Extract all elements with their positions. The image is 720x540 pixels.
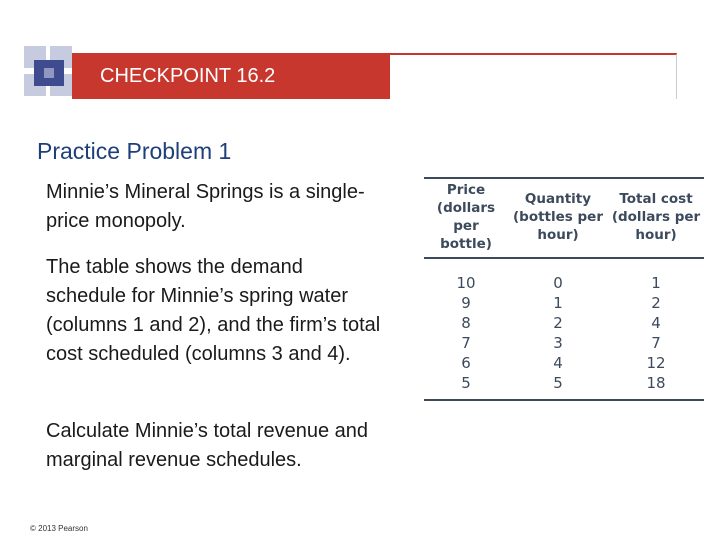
total-cost-cell: 7: [651, 334, 661, 352]
price-column-header: Price (dollars per bottle): [424, 178, 508, 258]
total-cost-cell: 18: [608, 373, 704, 400]
table-row: [424, 333, 704, 353]
table-row: [424, 353, 704, 373]
table-description-text: The table shows the demand schedule for Minnie’s spring water (columns 1 and 2), and the firm’s total cost scheduled (columns 3 and 4).: [46, 256, 381, 365]
total-cost-cell: 1: [651, 274, 661, 292]
table-header-row: [424, 178, 704, 258]
table-row: [424, 313, 704, 333]
quantity-cell: 0: [553, 274, 563, 292]
checkpoint-title: CHECKPOINT 16.2: [100, 65, 276, 87]
quantity-cell: 1: [553, 294, 563, 312]
price-cell: 9: [461, 294, 471, 312]
price-cell: 5: [424, 373, 508, 400]
problem-intro-text: Minnie’s Mineral Springs is a single-price monopoly.: [46, 181, 365, 232]
slide-logo-icon: [24, 46, 72, 98]
quantity-cell: 4: [553, 354, 563, 372]
quantity-column-header: Quantity (bottles per hour): [508, 178, 608, 258]
task-instruction-text: Calculate Minnie’s total revenue and marginal revenue schedules.: [46, 420, 369, 471]
price-cell: 6: [461, 354, 471, 372]
price-cell: 7: [461, 334, 471, 352]
copyright-notice: © 2013 Pearson: [30, 524, 88, 533]
total-cost-cell: 12: [646, 354, 666, 372]
total-cost-cell: 4: [651, 314, 661, 332]
demand-cost-table: [424, 177, 704, 401]
table-row: [424, 293, 704, 313]
price-cell: 8: [461, 314, 471, 332]
section-title: Practice Problem 1: [37, 138, 232, 164]
quantity-cell: 5: [508, 373, 608, 400]
price-cell: 10: [456, 274, 476, 292]
quantity-cell: 3: [553, 334, 563, 352]
quantity-cell: 2: [553, 314, 563, 332]
total-cost-cell: 2: [651, 294, 661, 312]
checkpoint-header: [72, 53, 390, 99]
total-cost-column-header: Total cost (dollars per hour): [608, 178, 704, 258]
table-row: [424, 373, 704, 400]
header-rule: [390, 53, 677, 99]
table-row: [424, 258, 704, 293]
